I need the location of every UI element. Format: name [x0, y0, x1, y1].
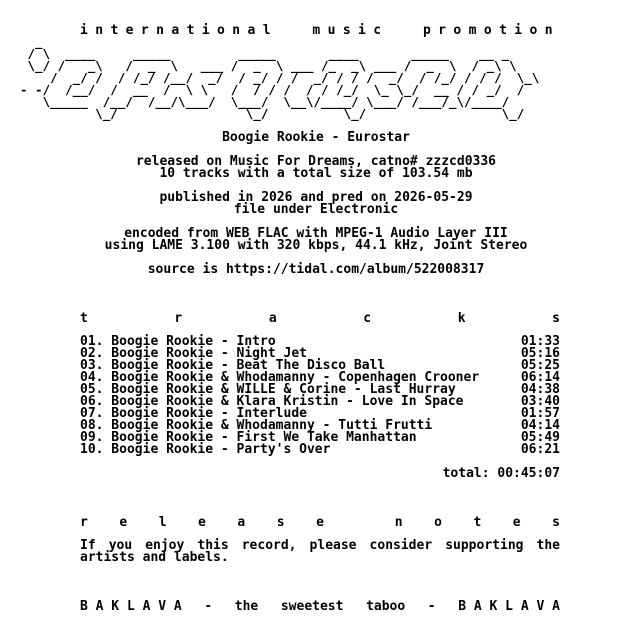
release-encoded: encoded from WEB FLAC with MPEG-1 Audio Layer III	[124, 226, 508, 241]
notes-word-2: you	[108, 538, 133, 553]
release-tracks-summary: 10 tracks with a total size of 103.54 mb	[159, 166, 473, 181]
track-duration: 03:40	[520, 394, 560, 409]
footer-part-4: sweetest	[280, 599, 344, 614]
tracks-heading-letter-4: c	[363, 311, 372, 326]
footer-part-6: -	[427, 599, 436, 614]
notes-word-4: this	[197, 538, 229, 553]
footer-part-5: taboo	[366, 599, 406, 614]
footer-part-7: B A K L A V A	[458, 599, 560, 614]
notes-word-9: the	[536, 538, 560, 553]
release-published: published in 2026 and pred on 2026-05-29	[159, 190, 473, 205]
tagline-word-2: music	[312, 23, 389, 38]
tracks-heading-letter-2: r	[174, 311, 183, 326]
track-duration: 05:49	[520, 430, 560, 445]
footer-part-1: B A K L A V A	[80, 599, 182, 614]
track-row	[80, 444, 560, 456]
notes-word-5: record,	[241, 538, 297, 553]
tracklist	[80, 336, 560, 456]
notes-heading-letter-2: e	[119, 515, 128, 530]
baklava-ascii-logo: _ / \ ____ _____ _____ ____ _____ __ _ \_/ / _\ / _ \ ___ / _ \ ___ /_ _\ ___ / _ \ / _\ \ / _/ / / /_/ /__/ _/ / _/ / / _/ / / / _/ / /_/ / / / \_\ - -/ /__/ / __ / \ \ / / / / / / /_/ \_ \_/ __ / / _/ / \_____ /__/ /__/\___/ \___/ \__\/____/ \___/ /___/_\/____/ \_/ \_/ \_/ \_/	[20, 34, 540, 121]
release-notes-text	[80, 540, 560, 564]
notes-heading-letter-6: s	[276, 515, 285, 530]
notes-heading-letter-10: o	[434, 515, 442, 530]
track-name: 02. Boogie Rookie - Night Jet	[80, 346, 307, 361]
track-duration: 04:38	[520, 382, 560, 397]
track-name: 06. Boogie Rookie & Klara Kristin - Love In Space	[80, 394, 464, 409]
release-label: released on Music For Dreams, catno# zzzcd0336	[135, 154, 497, 169]
tracks-heading-letter-6: s	[552, 311, 560, 326]
track-duration: 04:14	[520, 418, 560, 433]
notes-word-3: enjoy	[145, 538, 185, 553]
tracks-heading-letter-1: t	[80, 311, 88, 326]
tracks-heading-letter-3: a	[268, 311, 277, 326]
notes-word-8: supporting	[445, 538, 524, 553]
track-name: 09. Boogie Rookie - First We Take Manhattan	[80, 430, 417, 445]
release-genre: file under Electronic	[233, 202, 399, 217]
release-info	[0, 132, 632, 276]
release-source: source is https://tidal.com/album/522008317	[147, 262, 485, 277]
track-duration: 06:21	[520, 442, 560, 457]
track-duration: 01:33	[520, 334, 560, 349]
notes-heading-letter-3: l	[158, 515, 167, 530]
track-name: 05. Boogie Rookie & WILLE & Corine - Last Hurray	[80, 382, 456, 397]
release-lame: using LAME 3.100 with 320 kbps, 44.1 kHz, Joint Stereo	[104, 238, 528, 253]
release-notes-line-2: artists and labels.	[80, 550, 229, 565]
notes-heading-letter-8	[355, 516, 363, 529]
notes-heading-letter-9: n	[394, 515, 403, 530]
notes-word-1: If	[80, 538, 96, 553]
track-duration: 05:16	[520, 346, 560, 361]
track-duration: 05:25	[520, 358, 560, 373]
track-name: 08. Boogie Rookie & Whodamanny - Tutti Frutti	[80, 418, 433, 433]
notes-heading-letter-7: e	[316, 515, 324, 530]
release-title: Boogie Rookie - Eurostar	[222, 130, 410, 145]
footer-tagline	[80, 600, 560, 613]
tagline-word-1: international	[80, 23, 278, 38]
notes-heading-letter-13: s	[552, 515, 560, 530]
footer-part-2: -	[204, 599, 213, 614]
notes-heading-letter-12: e	[512, 515, 521, 530]
track-name: 10. Boogie Rookie - Party's Over	[80, 442, 331, 457]
track-duration: 01:57	[520, 406, 560, 421]
notes-heading-letter-1: r	[80, 515, 88, 530]
track-duration: 06:14	[520, 370, 560, 385]
tracks-heading-letter-5: k	[457, 311, 466, 326]
track-name: 04. Boogie Rookie & Whodamanny - Copenhagen Crooner	[80, 370, 480, 385]
track-name: 07. Boogie Rookie - Interlude	[80, 406, 307, 421]
total-duration: total: 00:45:07	[442, 466, 560, 481]
tracks-heading	[80, 312, 560, 325]
notes-heading-letter-5: a	[237, 515, 246, 530]
release-notes-heading	[80, 516, 560, 529]
track-name: 01. Boogie Rookie - Intro	[80, 334, 276, 349]
notes-heading-letter-4: e	[198, 515, 206, 530]
notes-word-6: please	[309, 538, 357, 553]
notes-heading-letter-11: t	[473, 515, 482, 530]
footer-part-3: the	[234, 599, 259, 614]
tagline-word-3: promotion	[422, 23, 560, 38]
track-name: 03. Boogie Rookie - Beat The Disco Ball	[80, 358, 386, 373]
notes-word-7: consider	[369, 538, 433, 553]
